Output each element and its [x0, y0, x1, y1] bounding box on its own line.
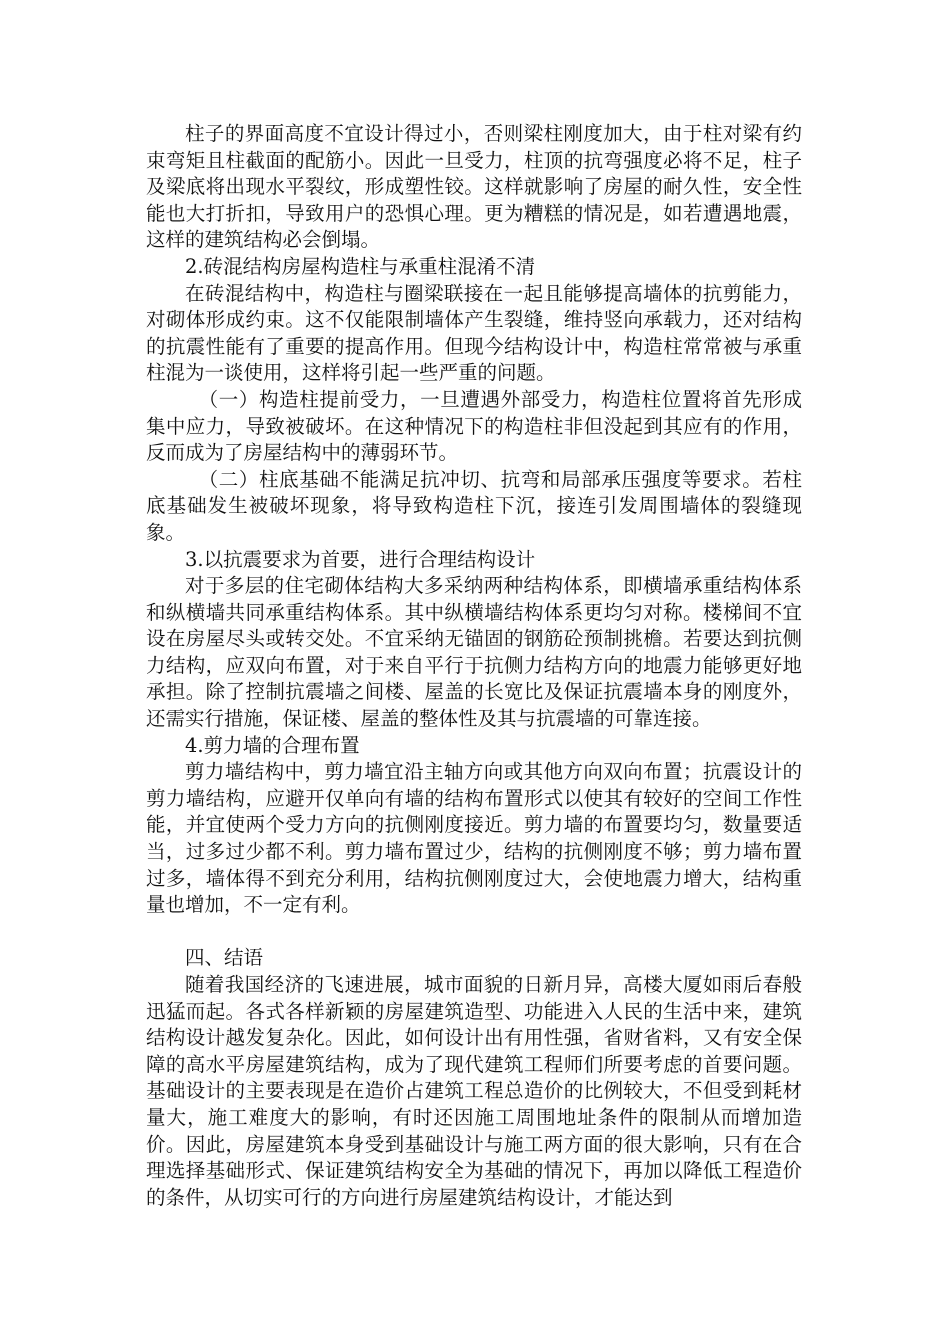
paragraph-point-one: （一）构造柱提前受力，一旦遭遇外部受力，构造柱位置将首先形成集中应力，导致被破坏。在这种情况下的构造柱非但没起到其应有的作用，反而成为了房屋结构中的薄弱环节。	[146, 387, 802, 465]
document-page	[146, 121, 802, 1211]
paragraph-conclusion: 随着我国经济的飞速进展，城市面貌的日新月异，高楼大厦如雨后春般迅猛而起。各式各样新颖的房屋建筑造型、功能进入人民的生活中来，建筑结构设计越发复杂化。因此，如何设计出有用性强，省财省料，又有安全保障的高水平房屋建筑结构，成为了现代建筑工程师们所要考虑的首要问题。基础设计的主要表现是在造价占建筑工程总造价的比例较大，不但受到耗材量大，施工难度大的影响，有时还因施工周围地址条件的限制从而增加造价。因此，房屋建筑本身受到基础设计与施工两方面的很大影响，只有在合理选择基础形式、保证建筑结构安全为基础的情况下，再加以降低工程造价的条件，从切实可行的方向进行房屋建筑结构设计，才能达到	[146, 973, 802, 1209]
paragraph-point-two: （二）柱底基础不能满足抗冲切、抗弯和局部承压强度等要求。若柱底基础发生被破坏现象，将导致构造柱下沉，接连引发周围墙体的裂缝现象。	[146, 467, 802, 544]
section-gap	[146, 919, 802, 946]
heading-brick-concrete-columns: 2.砖混结构房屋构造柱与承重柱混淆不清	[185, 254, 536, 278]
heading-shear-wall: 4.剪力墙的合理布置	[185, 733, 360, 757]
paragraph-shear-wall: 剪力墙结构中，剪力墙宜沿主轴方向或其他方向双向布置；抗震设计的剪力墙结构，应避开仅单向有墙的结构布置形式以使其有较好的空间工作性能，并宜使两个受力方向的抗侧刚度接近。剪力墙的布置要均匀，数量要适当，过多过少都不利。剪力墙布置过少，结构的抗侧刚度不够；剪力墙布置过多，墙体得不到充分利用，结构抗侧刚度过大，会使地震力增大，结构重量也增加，不一定有利。	[146, 760, 802, 917]
heading-seismic-design: 3.以抗震要求为首要，进行合理结构设计	[185, 547, 536, 571]
paragraph-column-stiffness: 柱子的界面高度不宜设计得过小，否则梁柱刚度加大，由于柱对梁有约束弯矩且柱截面的配筋小。因此一旦受力，柱顶的抗弯强度必将不足，柱子及梁底将出现水平裂纹，形成塑性铰。这样就影响了房屋的耐久性，安全性能也大打折扣，导致用户的恐惧心理。更为糟糕的情况是，如若遭遇地震，这样的建筑结构必会倒塌。	[146, 122, 802, 252]
heading-conclusion: 四、结语	[185, 946, 264, 970]
paragraph-seismic-design: 对于多层的住宅砌体结构大多采纳两种结构体系，即横墙承重结构体系和纵横墙共同承重结构体系。其中纵横墙结构体系更均匀对称。楼梯间不宜设在房屋尽头或转交处。不宜采纳无锚固的钢筋砼预制挑檐。若要达到抗侧力结构，应双向布置，对于来自平行于抗侧力结构方向的地震力能够更好地承担。除了控制抗震墙之间楼、屋盖的长宽比及保证抗震墙本身的刚度外，还需实行措施，保证楼、屋盖的整体性及其与抗震墙的可靠连接。	[146, 574, 802, 731]
paragraph-constructional-column: 在砖混结构中，构造柱与圈梁联接在一起且能够提高墙体的抗剪能力，对砌体形成约束。这不仅能限制墙体产生裂缝，维持竖向承载力，还对结构的抗震性能有了重要的提高作用。但现今结构设计中，构造柱常常被与承重柱混为一谈使用，这样将引起一些严重的问题。	[146, 281, 802, 385]
